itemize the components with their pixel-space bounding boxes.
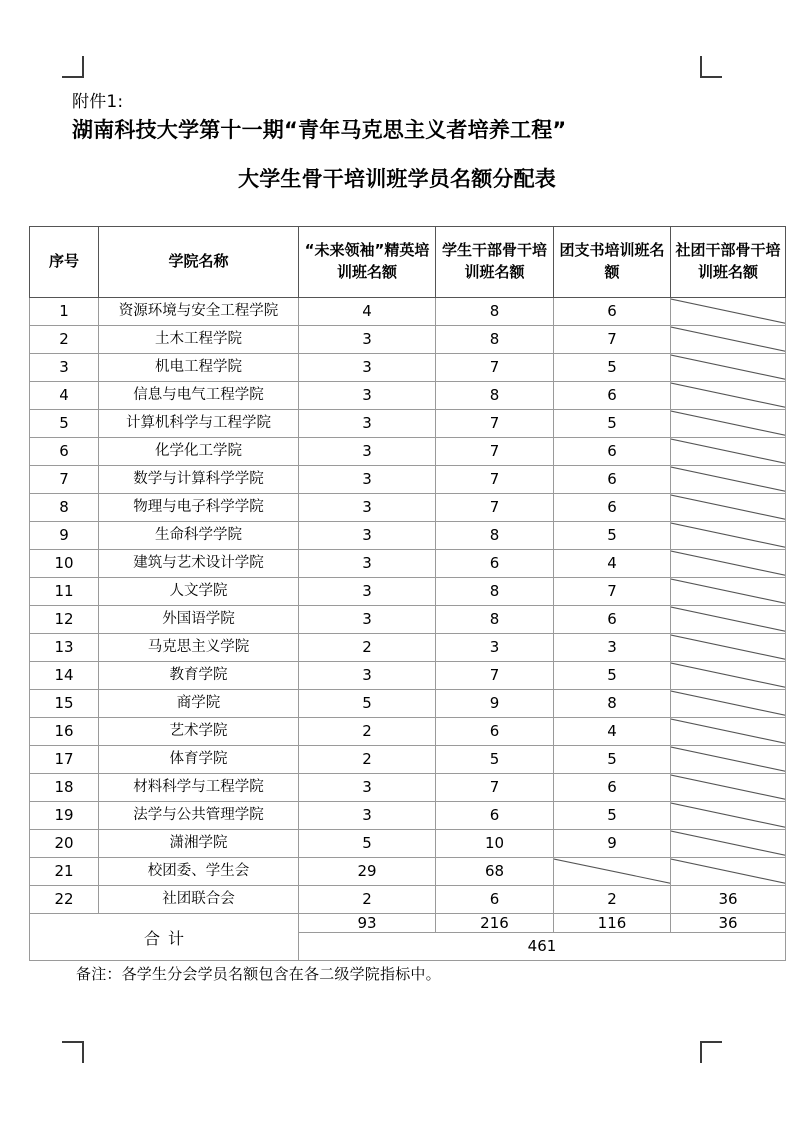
cell-college: 人文学院 <box>99 578 299 606</box>
cell-no: 22 <box>30 886 99 914</box>
cell-club-cadre <box>671 634 786 662</box>
cell-branch-secretary: 8 <box>554 690 671 718</box>
diagonal-strike-icon <box>671 858 786 885</box>
column-header-elite: “未来领袖”精英培训班名额 <box>299 227 436 298</box>
cell-branch-secretary: 5 <box>554 662 671 690</box>
crop-mark-top-right <box>700 56 722 78</box>
cell-student-cadre: 8 <box>436 522 554 550</box>
table-body <box>30 298 786 914</box>
table-row <box>30 578 786 606</box>
cell-college: 校团委、学生会 <box>99 858 299 886</box>
cell-student-cadre: 9 <box>436 690 554 718</box>
table-row <box>30 690 786 718</box>
cell-student-cadre: 7 <box>436 354 554 382</box>
table-row <box>30 718 786 746</box>
cell-elite: 4 <box>299 298 436 326</box>
cell-branch-secretary: 9 <box>554 830 671 858</box>
cell-student-cadre: 68 <box>436 858 554 886</box>
cell-elite: 29 <box>299 858 436 886</box>
diagonal-strike-icon <box>671 550 786 577</box>
cell-student-cadre: 8 <box>436 298 554 326</box>
cell-club-cadre <box>671 858 786 886</box>
diagonal-strike-icon <box>554 858 671 885</box>
cell-no: 6 <box>30 438 99 466</box>
cell-student-cadre: 7 <box>436 662 554 690</box>
cell-college: 艺术学院 <box>99 718 299 746</box>
cell-club-cadre <box>671 410 786 438</box>
diagonal-strike-icon <box>671 746 786 773</box>
cell-no: 5 <box>30 410 99 438</box>
cell-student-cadre: 7 <box>436 466 554 494</box>
page-title-line-2: 大学生骨干培训班学员名额分配表 <box>238 167 556 191</box>
cell-college: 建筑与艺术设计学院 <box>99 550 299 578</box>
cell-no: 14 <box>30 662 99 690</box>
diagonal-strike-icon <box>671 354 786 381</box>
table-row <box>30 886 786 914</box>
table-row <box>30 410 786 438</box>
cell-elite: 3 <box>299 774 436 802</box>
page-title-line-1: 湖南科技大学第十一期“青年马克思主义者培养工程” <box>72 118 567 142</box>
cell-club-cadre <box>671 774 786 802</box>
cell-college: 计算机科学与工程学院 <box>99 410 299 438</box>
cell-no: 8 <box>30 494 99 522</box>
column-header-college: 学院名称 <box>99 227 299 298</box>
cell-club-cadre <box>671 326 786 354</box>
cell-branch-secretary: 6 <box>554 466 671 494</box>
quota-allocation-table <box>29 226 786 961</box>
cell-branch-secretary: 3 <box>554 634 671 662</box>
total-elite: 93 <box>299 914 436 933</box>
diagonal-strike-icon <box>671 410 786 437</box>
cell-no: 19 <box>30 802 99 830</box>
cell-club-cadre <box>671 550 786 578</box>
cell-branch-secretary: 4 <box>554 550 671 578</box>
diagonal-strike-icon <box>671 718 786 745</box>
cell-elite: 5 <box>299 830 436 858</box>
cell-branch-secretary: 6 <box>554 298 671 326</box>
cell-elite: 3 <box>299 802 436 830</box>
cell-college: 商学院 <box>99 690 299 718</box>
diagonal-strike-icon <box>671 382 786 409</box>
cell-branch-secretary <box>554 858 671 886</box>
cell-club-cadre <box>671 522 786 550</box>
cell-student-cadre: 10 <box>436 830 554 858</box>
grand-total-cell: 461 <box>299 933 786 961</box>
cell-branch-secretary: 5 <box>554 354 671 382</box>
cell-college: 物理与电子科学学院 <box>99 494 299 522</box>
table-row <box>30 746 786 774</box>
cell-elite: 3 <box>299 382 436 410</box>
cell-elite: 3 <box>299 438 436 466</box>
diagonal-strike-icon <box>671 662 786 689</box>
cell-college: 资源环境与安全工程学院 <box>99 298 299 326</box>
table-row <box>30 326 786 354</box>
cell-no: 3 <box>30 354 99 382</box>
cell-college: 土木工程学院 <box>99 326 299 354</box>
cell-student-cadre: 7 <box>436 438 554 466</box>
cell-student-cadre: 7 <box>436 410 554 438</box>
table-footer <box>30 914 786 961</box>
cell-college: 外国语学院 <box>99 606 299 634</box>
cell-no: 1 <box>30 298 99 326</box>
table-header-row <box>30 227 786 298</box>
footnote-remark: 备注：各学生分会学员名额包含在各二级学院指标中。 <box>76 965 441 983</box>
cell-elite: 3 <box>299 550 436 578</box>
table-row <box>30 858 786 886</box>
cell-club-cadre <box>671 578 786 606</box>
crop-mark-bottom-left <box>62 1041 84 1063</box>
cell-branch-secretary: 5 <box>554 746 671 774</box>
diagonal-strike-icon <box>671 606 786 633</box>
cell-branch-secretary: 4 <box>554 718 671 746</box>
cell-branch-secretary: 5 <box>554 410 671 438</box>
table-row <box>30 830 786 858</box>
cell-student-cadre: 3 <box>436 634 554 662</box>
cell-student-cadre: 8 <box>436 606 554 634</box>
cell-club-cadre <box>671 802 786 830</box>
cell-club-cadre <box>671 382 786 410</box>
crop-mark-top-left <box>62 56 84 78</box>
cell-college: 机电工程学院 <box>99 354 299 382</box>
cell-no: 12 <box>30 606 99 634</box>
diagonal-strike-icon <box>671 802 786 829</box>
cell-student-cadre: 8 <box>436 382 554 410</box>
cell-branch-secretary: 6 <box>554 438 671 466</box>
cell-no: 17 <box>30 746 99 774</box>
cell-student-cadre: 6 <box>436 718 554 746</box>
diagonal-strike-icon <box>671 634 786 661</box>
table-header <box>30 227 786 298</box>
table-row <box>30 382 786 410</box>
table-row <box>30 354 786 382</box>
table-row <box>30 662 786 690</box>
diagonal-strike-icon <box>671 578 786 605</box>
attachment-label: 附件1: <box>72 92 124 112</box>
cell-college: 体育学院 <box>99 746 299 774</box>
column-header-club-cadre: 社团干部骨干培训班名额 <box>671 227 786 298</box>
cell-elite: 3 <box>299 494 436 522</box>
table-row <box>30 550 786 578</box>
diagonal-strike-icon <box>671 522 786 549</box>
cell-branch-secretary: 2 <box>554 886 671 914</box>
table-row <box>30 802 786 830</box>
cell-student-cadre: 8 <box>436 326 554 354</box>
cell-student-cadre: 6 <box>436 886 554 914</box>
cell-college: 马克思主义学院 <box>99 634 299 662</box>
cell-student-cadre: 7 <box>436 494 554 522</box>
cell-student-cadre: 5 <box>436 746 554 774</box>
total-branch-secretary: 116 <box>554 914 671 933</box>
cell-student-cadre: 6 <box>436 550 554 578</box>
cell-college: 化学化工学院 <box>99 438 299 466</box>
cell-student-cadre: 6 <box>436 802 554 830</box>
cell-college: 社团联合会 <box>99 886 299 914</box>
cell-college: 法学与公共管理学院 <box>99 802 299 830</box>
cell-student-cadre: 7 <box>436 774 554 802</box>
table-row <box>30 438 786 466</box>
total-label-cell: 合计 <box>30 914 299 961</box>
diagonal-strike-icon <box>671 690 786 717</box>
cell-college: 数学与计算科学学院 <box>99 466 299 494</box>
cell-club-cadre <box>671 746 786 774</box>
cell-club-cadre <box>671 494 786 522</box>
column-header-student-cadre: 学生干部骨干培训班名额 <box>436 227 554 298</box>
diagonal-strike-icon <box>671 830 786 857</box>
column-header-branch-secretary: 团支书培训班名额 <box>554 227 671 298</box>
cell-club-cadre <box>671 690 786 718</box>
cell-no: 15 <box>30 690 99 718</box>
cell-no: 10 <box>30 550 99 578</box>
cell-elite: 3 <box>299 522 436 550</box>
cell-elite: 5 <box>299 690 436 718</box>
cell-elite: 2 <box>299 746 436 774</box>
total-student-cadre: 216 <box>436 914 554 933</box>
cell-branch-secretary: 6 <box>554 774 671 802</box>
cell-elite: 3 <box>299 606 436 634</box>
cell-elite: 3 <box>299 466 436 494</box>
cell-no: 4 <box>30 382 99 410</box>
cell-club-cadre <box>671 718 786 746</box>
table-row <box>30 494 786 522</box>
cell-club-cadre: 36 <box>671 886 786 914</box>
table-row <box>30 606 786 634</box>
cell-elite: 2 <box>299 886 436 914</box>
cell-no: 9 <box>30 522 99 550</box>
cell-no: 2 <box>30 326 99 354</box>
table-row <box>30 522 786 550</box>
crop-mark-bottom-right <box>700 1041 722 1063</box>
cell-no: 7 <box>30 466 99 494</box>
column-header-no: 序号 <box>30 227 99 298</box>
cell-branch-secretary: 7 <box>554 326 671 354</box>
cell-no: 20 <box>30 830 99 858</box>
diagonal-strike-icon <box>671 438 786 465</box>
total-row-primary <box>30 914 786 933</box>
cell-no: 16 <box>30 718 99 746</box>
table-row <box>30 298 786 326</box>
table-row <box>30 634 786 662</box>
cell-elite: 2 <box>299 634 436 662</box>
cell-branch-secretary: 6 <box>554 494 671 522</box>
cell-elite: 3 <box>299 662 436 690</box>
cell-branch-secretary: 7 <box>554 578 671 606</box>
cell-elite: 3 <box>299 326 436 354</box>
cell-club-cadre <box>671 830 786 858</box>
cell-college: 信息与电气工程学院 <box>99 382 299 410</box>
cell-club-cadre <box>671 438 786 466</box>
cell-no: 21 <box>30 858 99 886</box>
cell-no: 18 <box>30 774 99 802</box>
cell-college: 教育学院 <box>99 662 299 690</box>
table-row <box>30 774 786 802</box>
cell-elite: 3 <box>299 354 436 382</box>
cell-student-cadre: 8 <box>436 578 554 606</box>
cell-college: 潇湘学院 <box>99 830 299 858</box>
cell-branch-secretary: 5 <box>554 522 671 550</box>
cell-branch-secretary: 6 <box>554 606 671 634</box>
cell-elite: 3 <box>299 410 436 438</box>
cell-college: 生命科学学院 <box>99 522 299 550</box>
diagonal-strike-icon <box>671 494 786 521</box>
diagonal-strike-icon <box>671 326 786 353</box>
diagonal-strike-icon <box>671 466 786 493</box>
cell-club-cadre <box>671 466 786 494</box>
cell-branch-secretary: 5 <box>554 802 671 830</box>
cell-no: 11 <box>30 578 99 606</box>
cell-no: 13 <box>30 634 99 662</box>
total-club-cadre: 36 <box>671 914 786 933</box>
cell-club-cadre <box>671 298 786 326</box>
cell-elite: 2 <box>299 718 436 746</box>
cell-club-cadre <box>671 354 786 382</box>
diagonal-strike-icon <box>671 774 786 801</box>
cell-college: 材料科学与工程学院 <box>99 774 299 802</box>
diagonal-strike-icon <box>671 298 786 325</box>
cell-club-cadre <box>671 662 786 690</box>
cell-branch-secretary: 6 <box>554 382 671 410</box>
cell-club-cadre <box>671 606 786 634</box>
cell-elite: 3 <box>299 578 436 606</box>
table-row <box>30 466 786 494</box>
